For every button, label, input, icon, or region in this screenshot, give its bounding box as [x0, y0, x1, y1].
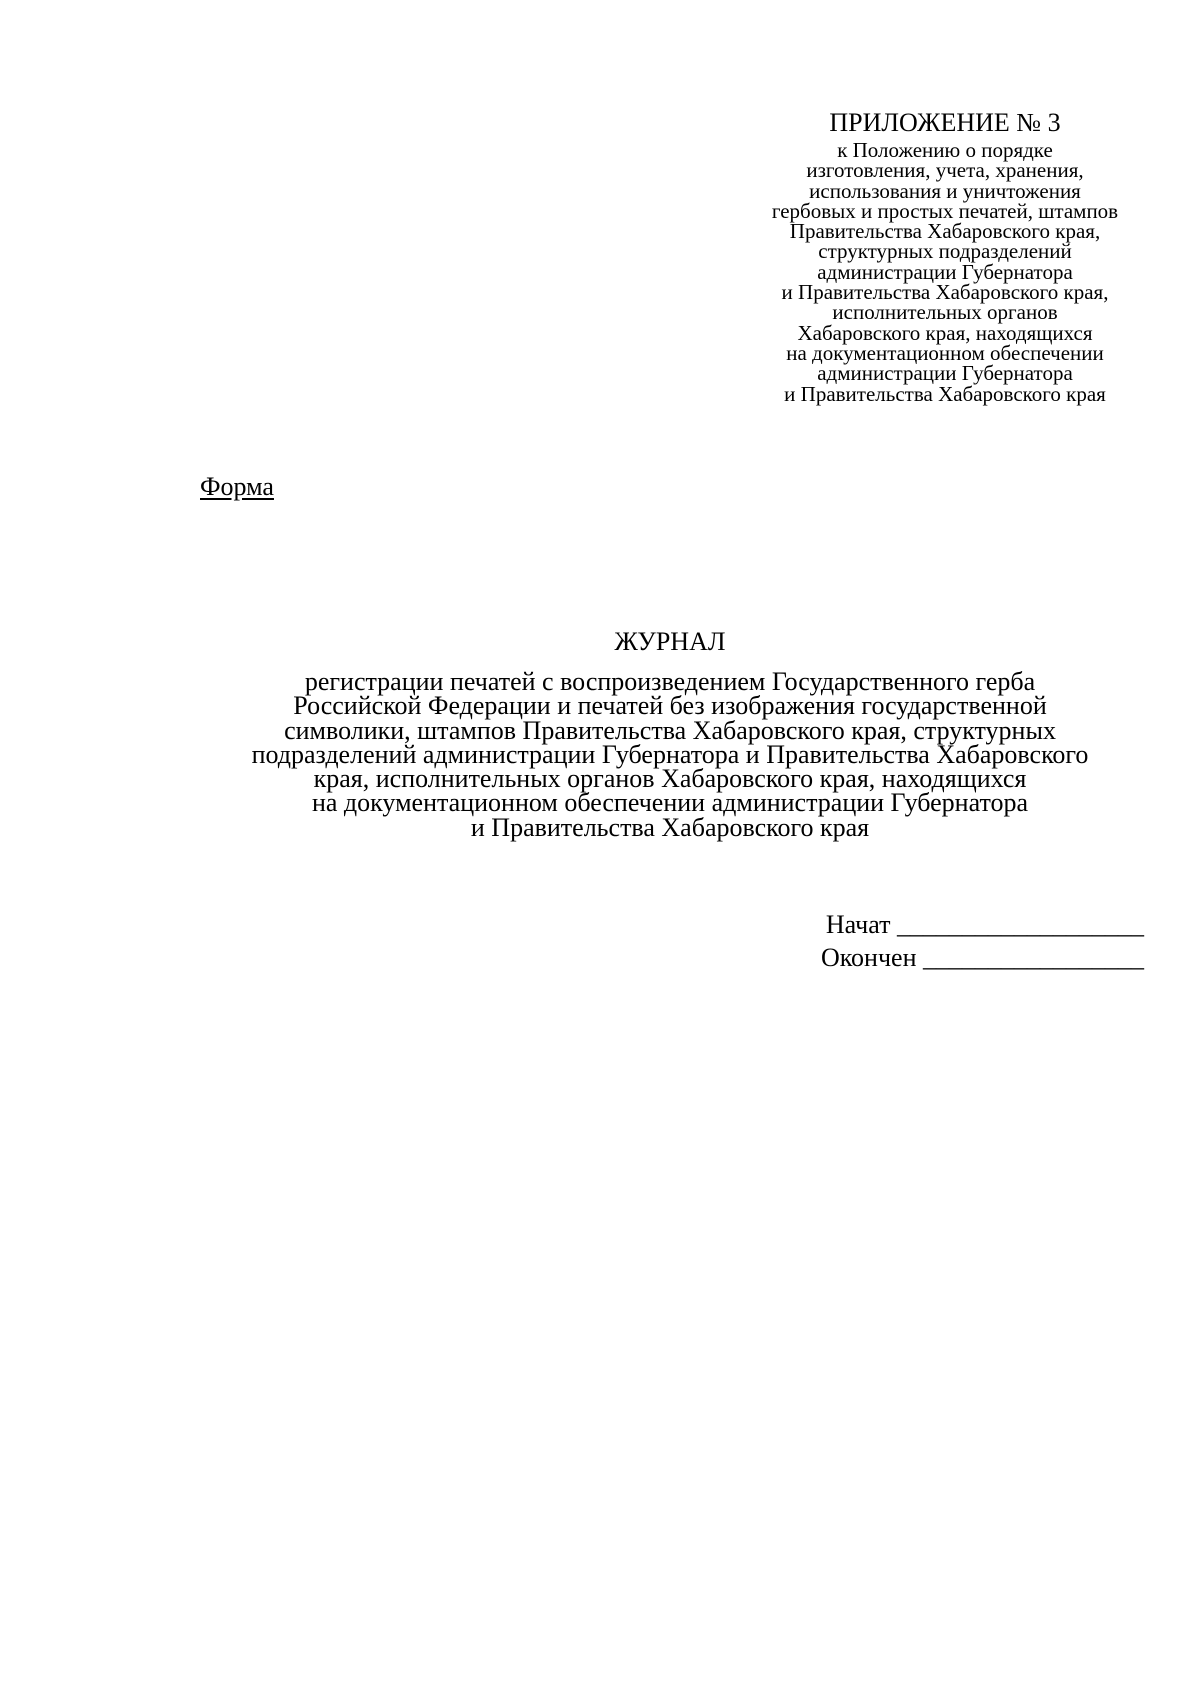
appendix-line: к Положению о порядке — [837, 138, 1053, 162]
journal-description — [160, 667, 1180, 842]
journal-dates — [780, 908, 1144, 974]
appendix-line: Хабаровского края, находящихся — [797, 320, 1093, 345]
appendix-line: на документационном обеспечении — [786, 340, 1104, 365]
appendix-line: использования и уничтожения — [809, 178, 1081, 203]
journal-description-line: и Правительства Хабаровского края — [470, 812, 870, 842]
appendix-line: гербовых и простых печатей, штампов — [771, 198, 1119, 223]
appendix-line: Правительства Хабаровского края, — [789, 219, 1101, 244]
journal-description-line: края, исполнительных органов Хабаровского края, находящихся — [313, 764, 1027, 794]
journal-description-line: подразделений администрации Губернатора и Правительства Хабаровского — [251, 739, 1089, 769]
appendix-header — [735, 108, 1155, 404]
appendix-line: администрации Губернатора — [817, 259, 1073, 284]
appendix-line: и Правительства Хабаровского края — [784, 381, 1106, 406]
journal-description-line: Российской Федерации и печатей без изображения государственной — [293, 691, 1047, 721]
appendix-line: исполнительных органов — [832, 300, 1058, 325]
journal-description-line: на документационном обеспечении администрации Губернатора — [311, 788, 1029, 818]
journal-title: ЖУРНАЛ — [614, 627, 726, 656]
journal-description-line: регистрации печатей с воспроизведением Государственного герба — [304, 667, 1036, 696]
form-label: Форма — [200, 472, 274, 501]
journal-description-line: символики, штампов Правительства Хабаровского края, структурных — [284, 715, 1056, 745]
finished-date-line: Окончен _________________ — [820, 943, 1144, 972]
appendix-line: изготовления, учета, хранения, — [806, 158, 1084, 183]
started-date-line: Начат ___________________ — [825, 910, 1144, 939]
appendix-line: структурных подразделений — [818, 239, 1072, 264]
appendix-line: и Правительства Хабаровского края, — [781, 280, 1109, 305]
appendix-title: ПРИЛОЖЕНИЕ № 3 — [829, 108, 1061, 137]
appendix-line: администрации Губернатора — [817, 361, 1073, 386]
